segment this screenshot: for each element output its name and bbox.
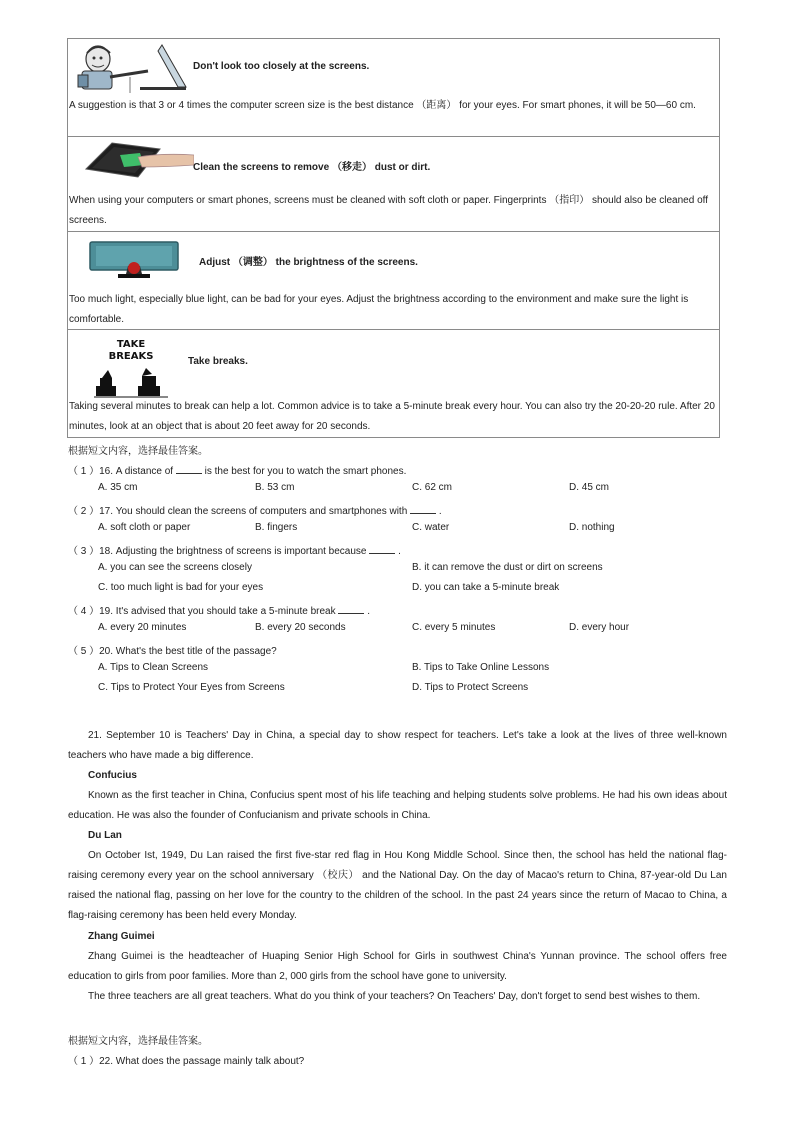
option-b: B. 53 cm [255,482,295,493]
person-at-computer-icon [70,41,188,95]
option-b: B. fingers [255,522,298,533]
tip-body: Taking several minutes to break can help a lot. Common advice is to take a 5-minute break every hour. You can also try the 20-20-20 rule. After 20 minutes, look at an object that is about 20 feet away for 20 seconds. [69,401,715,432]
option-c: C. too much light is bad for your eyes [98,582,264,593]
tablet-cleaning-icon [82,139,194,181]
passage-paragraph: On October Ist, 1949, Du Lan raised the first five-star red flag in Hou Kong Middle School. Since then, the school has held the national flag-raising ceremony every year on the school anniversary （校庆） and the National Day. On the day of Macao's return to China, 87-year-old Du Lan raised the national flag, passing on her love for the country to the children of the school. In the past 24 years since the return of Macao to China, a flag-raising ceremony has been held every Monday. [68,850,727,921]
tip-body: Too much light, especially blue light, can be bad for your eyes. Adjust the brightness according to the environment and make sure the light is comfortable. [69,294,689,325]
option-a: A. you can see the screens closely [98,562,252,573]
question-19 [68,602,370,617]
monitor-brightness-icon [88,240,180,282]
tip-body: When using your computers or smart phones, screens must be cleaned with soft cloth or paper. Fingerprints （指印） should also be cleaned off screens. [69,195,709,226]
question-text: （ 3 ）18. Adjusting the brightness of screens is important because [68,546,367,557]
tip-title: Take breaks. [188,356,248,367]
option-d: D. you can take a 5-minute break [412,582,560,593]
passage-paragraph: The three teachers are all great teachers. What do you think of your teachers? On Teachers' Day, don't forget to send best wishes to them. [88,991,701,1002]
passage-paragraph: Zhang Guimei is the headteacher of Huaping Senior High School for Girls in southwest China's Yunnan province. The school offers free education to girls from poor families. More than 2, 000 girls from the school have gone to university. [68,951,727,982]
option-b: B. every 20 seconds [255,622,346,633]
tip-title: Don't look too closely at the screens. [193,61,370,72]
question-20: （ 5 ）20. What's the best title of the passage? [68,646,277,657]
section-heading: Du Lan [88,830,122,841]
answer-blank [176,464,202,474]
question-text: （ 1 ）16. A distance of [68,466,174,477]
tips-table [67,38,720,438]
option-a: A. every 20 minutes [98,622,187,633]
section-heading: Confucius [88,770,137,781]
question-text: （ 2 ）17. You should clean the screens of computers and smartphones with [68,506,408,517]
question-text-after: . [367,606,370,617]
option-d: D. Tips to Protect Screens [412,682,529,693]
option-d: D. nothing [569,522,615,533]
tip-title: Adjust （调整） the brightness of the screens. [199,257,418,268]
answer-blank [410,504,436,514]
tip-row [68,330,719,437]
option-a: A. Tips to Clean Screens [98,662,209,673]
answer-blank [338,604,364,614]
take-breaks-icon-text-1: TAKE [116,339,146,350]
passage-intro: 21. September 10 is Teachers' Day in China, a special day to show respect for teachers. Let's take a look at the lives of three well-known teachers who have made a big difference. [68,730,727,761]
question-18 [68,542,401,557]
question-text-after: . [438,506,442,517]
answer-blank [369,544,395,554]
tip-row [68,232,719,330]
section-heading: Zhang Guimei [88,931,155,942]
passage-paragraph: Known as the first teacher in China, Confucius spent most of his life teaching and helping students solve problems. He had his own ideas about education. He was also the founder of Confucianism and private schools in China. [68,790,727,821]
take-breaks-icon [94,338,168,398]
tip-row [68,137,719,232]
option-b: B. Tips to Take Online Lessons [412,662,550,673]
option-d: D. 45 cm [569,482,610,493]
option-a: A. 35 cm [98,482,138,493]
option-c: C. Tips to Protect Your Eyes from Screens [98,682,285,693]
question-16 [68,462,406,477]
option-d: D. every hour [569,622,630,633]
question-text: （ 4 ）19. It's advised that you should take a 5-minute break [68,606,336,617]
question-text-after: . [398,546,401,557]
option-c: C. 62 cm [412,482,453,493]
question-17 [68,502,442,517]
tip-body: A suggestion is that 3 or 4 times the computer screen size is the best distance （距离） for your eyes. For smart phones, it will be 50—60 cm. [69,100,696,111]
question-text-after: is the best for you to watch the smart phones. [204,466,407,477]
tip-row [68,39,719,137]
tip-title: Clean the screens to remove （移走） dust or dirt. [193,162,431,173]
instruction: 根据短文内容，选择最佳答案。 [68,1036,208,1047]
take-breaks-icon-text-2: BREAKS [108,351,154,362]
option-b: B. it can remove the dust or dirt on screens [412,562,603,573]
question-22: （ 1 ）22. What does the passage mainly talk about? [68,1056,305,1067]
option-c: C. every 5 minutes [412,622,496,633]
option-a: A. soft cloth or paper [98,522,191,533]
instruction: 根据短文内容，选择最佳答案。 [68,446,208,457]
option-c: C. water [412,522,450,533]
